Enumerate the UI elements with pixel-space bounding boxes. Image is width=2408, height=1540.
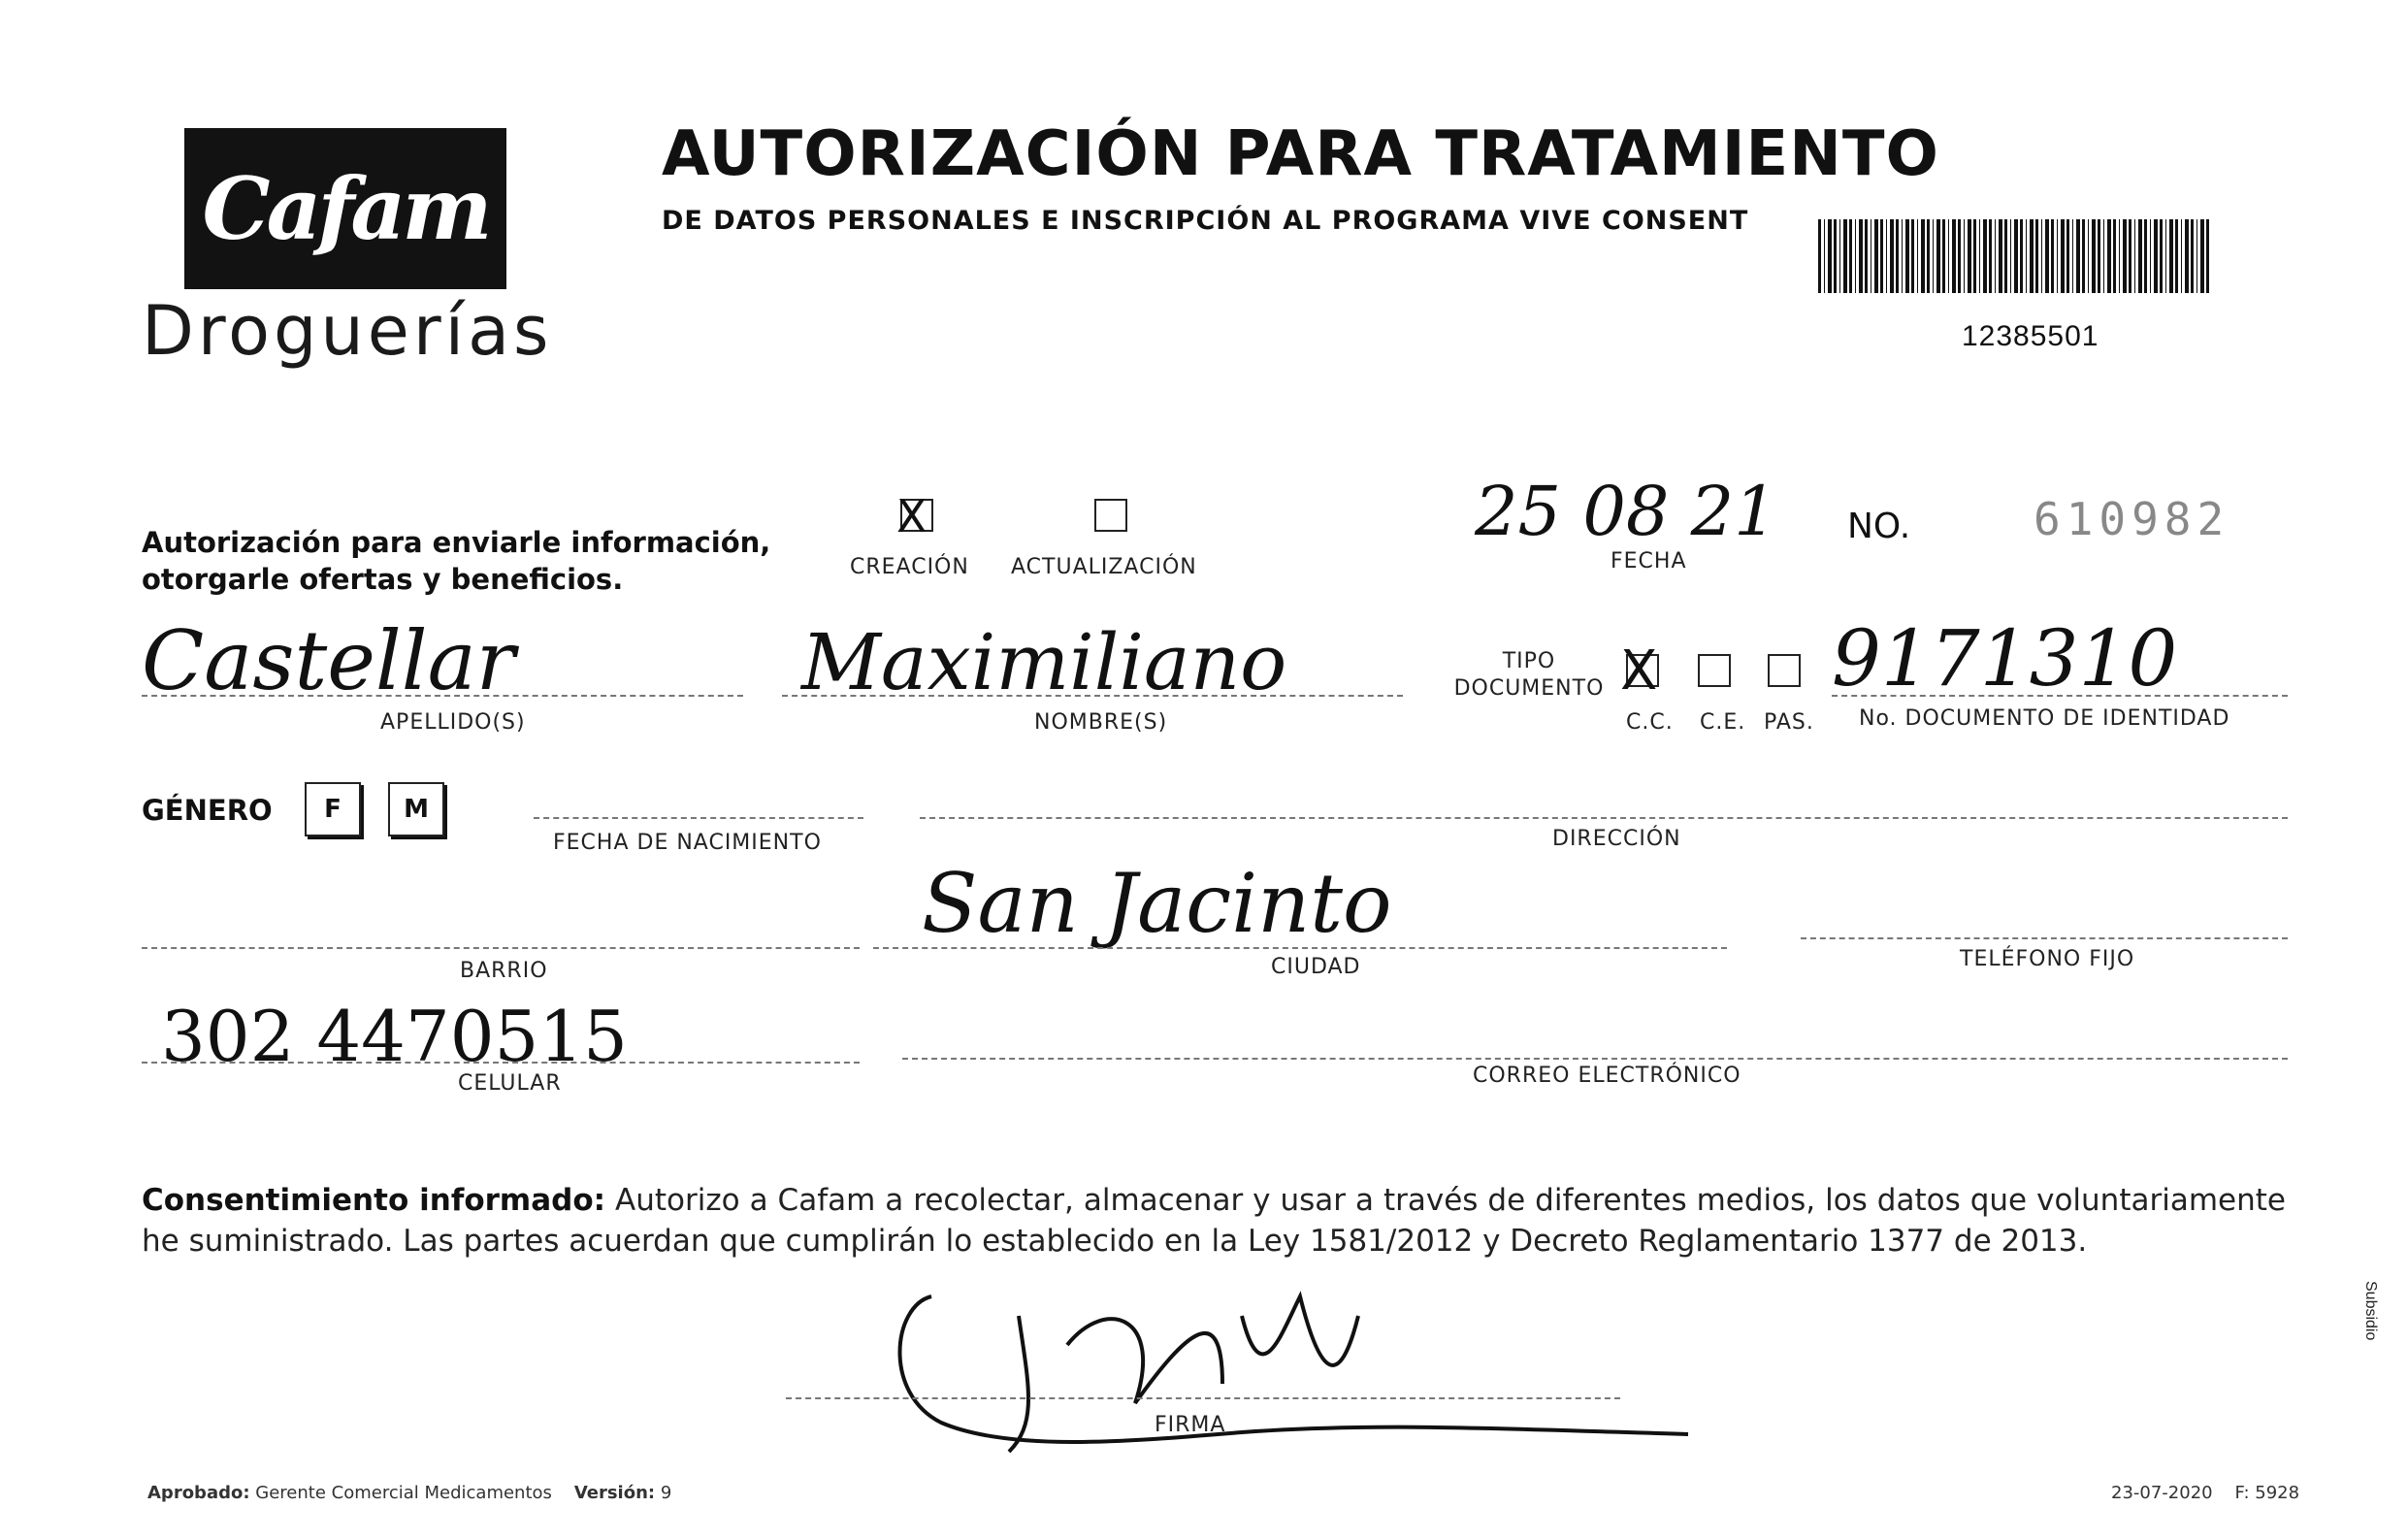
footer-left — [147, 1483, 671, 1503]
creacion-label: CREACIÓN — [850, 555, 969, 579]
apellidos-label: APELLIDO(S) — [380, 710, 526, 735]
consent-heading: Consentimiento informado: — [142, 1183, 606, 1218]
no-value: 610982 — [2034, 493, 2230, 545]
fecha-label: FECHA — [1611, 549, 1687, 573]
fecha-nacimiento-line — [534, 817, 863, 819]
fecha-nacimiento-label: FECHA DE NACIMIENTO — [553, 831, 822, 855]
nombres-line — [782, 695, 1403, 697]
celular-line — [142, 1062, 860, 1064]
pas-checkbox[interactable] — [1768, 654, 1801, 687]
genero-f-label: F — [324, 795, 342, 824]
genero-label: GÉNERO — [142, 794, 273, 827]
barcode-number: 12385501 — [1962, 320, 2099, 352]
apellidos-value: Castellar — [142, 613, 515, 708]
version-value: 9 — [660, 1483, 672, 1503]
celular-label: CELULAR — [458, 1071, 562, 1096]
documento-line — [1832, 695, 2288, 697]
intro-label: Autorización para enviarle información, otorgarle ofertas y beneficios. — [142, 526, 771, 596]
pas-label: PAS. — [1764, 710, 1814, 735]
side-subsidio-text: Subsidio — [2362, 1281, 2379, 1341]
form-title: AUTORIZACIÓN PARA TRATAMIENTO — [662, 118, 1939, 190]
firma-line — [786, 1397, 1620, 1399]
actualizacion-checkbox[interactable] — [1094, 499, 1127, 532]
nombres-value: Maximiliano — [801, 617, 1287, 707]
signature-text — [1048, 1296, 1487, 1368]
no-label: NO. — [1847, 507, 1911, 546]
ce-checkbox[interactable] — [1698, 654, 1731, 687]
footer-code: F: 5928 — [2234, 1483, 2300, 1503]
aprobado-value: Gerente Comercial Medicamentos — [255, 1483, 552, 1503]
telefono-line — [1801, 937, 2288, 939]
genero-m-label: M — [404, 795, 429, 824]
genero-f-box[interactable] — [305, 782, 361, 836]
fecha-value: 25 08 21 — [1475, 472, 1777, 551]
logo-text: Cafam — [202, 158, 489, 259]
direccion-label: DIRECCIÓN — [1552, 827, 1681, 851]
correo-label: CORREO ELECTRÓNICO — [1473, 1064, 1741, 1088]
tipo-documento-label: TIPO DOCUMENTO — [1453, 649, 1605, 701]
consent-text: Autorizo a Cafam a recolectar, almacenar y usar a través de diferentes medios, los datos que voluntariamente he suministrado. Las partes acuerdan que cumplirán lo establecido en la Ley 1581/2012 y Decreto Reglamentario 1377 de 2013. — [142, 1183, 2286, 1259]
telefono-label: TELÉFONO FIJO — [1960, 947, 2135, 971]
firma-label: FIRMA — [1155, 1413, 1226, 1437]
ciudad-value: San Jacinto — [922, 856, 1392, 951]
form-subtitle: DE DATOS PERSONALES E INSCRIPCIÓN AL PROGRAMA VIVE CONSENT — [662, 206, 1749, 236]
apellidos-line — [142, 695, 743, 697]
creacion-check-mark: X — [896, 490, 927, 542]
documento-value: 9171310 — [1832, 613, 2178, 704]
footer-date: 23-07-2020 — [2111, 1483, 2213, 1503]
direccion-line — [920, 817, 2288, 819]
correo-line — [902, 1058, 2288, 1060]
cafam-logo — [184, 128, 506, 289]
version-label: Versión: — [573, 1483, 656, 1503]
actualizacion-label: ACTUALIZACIÓN — [1011, 555, 1197, 579]
barrio-label: BARRIO — [460, 959, 548, 983]
aprobado-label: Aprobado: — [147, 1483, 250, 1503]
ce-label: C.E. — [1700, 710, 1746, 735]
nombres-label: NOMBRE(S) — [1034, 710, 1168, 735]
celular-value: 302 4470515 — [161, 996, 628, 1077]
footer-right — [2111, 1483, 2299, 1503]
ciudad-line — [873, 947, 1727, 949]
ciudad-label: CIUDAD — [1271, 955, 1361, 979]
barcode-image — [1818, 219, 2210, 293]
logo-subtext: Droguerías — [142, 291, 553, 371]
genero-m-box[interactable] — [388, 782, 444, 836]
barrio-line — [142, 947, 860, 949]
consent-paragraph — [142, 1180, 2286, 1261]
cc-label: C.C. — [1626, 710, 1674, 735]
documento-label: No. DOCUMENTO DE IDENTIDAD — [1859, 706, 2230, 731]
cc-check-mark: X — [1620, 639, 1658, 703]
